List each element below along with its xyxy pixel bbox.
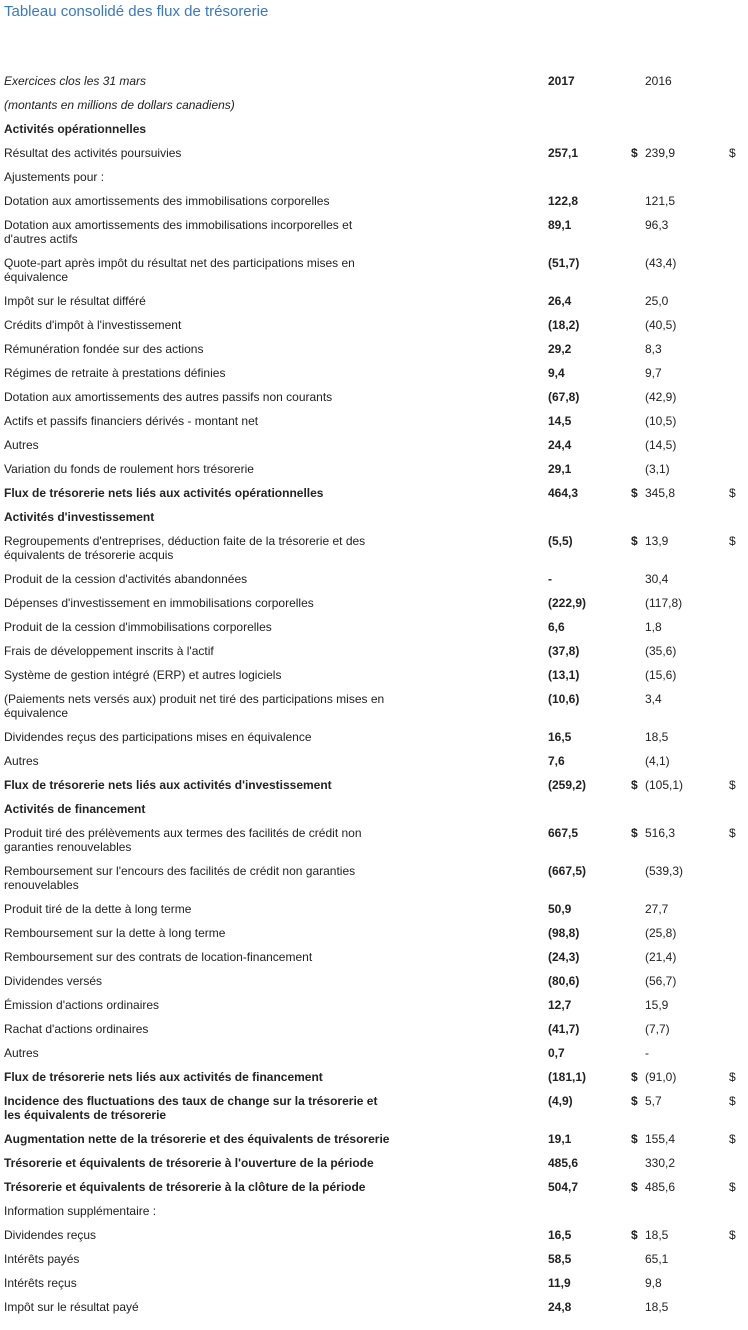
value-2016: (42,9): [645, 390, 677, 404]
value-2016: (3,1): [645, 462, 670, 476]
statement-row: [0, 826, 748, 864]
value-2017: 19,1: [548, 1132, 572, 1146]
value-2017: 257,1: [548, 146, 579, 160]
statement-row: [0, 802, 748, 826]
statement-row: [0, 170, 748, 194]
value-2016: (15,6): [645, 668, 677, 682]
value-2016: (14,5): [645, 438, 677, 452]
value-2016: 18,5: [645, 1228, 669, 1242]
row-label: Régimes de retraite à prestations définies: [4, 366, 226, 380]
currency-symbol-next-column: $: [729, 1228, 736, 1242]
value-2017: 24,4: [548, 438, 572, 452]
value-2016: (7,7): [645, 1022, 670, 1036]
value-2017: 16,5: [548, 1228, 572, 1242]
statement-row: [0, 122, 748, 146]
value-2017: 24,8: [548, 1300, 572, 1314]
row-label: Flux de trésorerie nets liés aux activités de financement: [4, 1070, 323, 1084]
currency-symbol-2017: $: [631, 1132, 638, 1146]
row-label: Dividendes versés: [4, 974, 103, 988]
row-label: Remboursement sur la dette à long terme: [4, 926, 226, 940]
row-label: Rachat d'actions ordinaires: [4, 1022, 149, 1036]
row-label: Variation du fonds de roulement hors trésorerie: [4, 462, 254, 476]
row-label: Produit de la cession d'immobilisations corporelles: [4, 620, 272, 634]
value-2017: 29,2: [548, 342, 572, 356]
value-2016: 239,9: [645, 146, 676, 160]
value-2016: 9,7: [645, 366, 662, 380]
statement-row: [0, 1180, 748, 1204]
statement-row: [0, 462, 748, 486]
statement-row: [0, 998, 748, 1022]
value-2017: 0,7: [548, 1046, 565, 1060]
statement-row: [0, 1046, 748, 1070]
value-2017: (37,8): [548, 644, 580, 658]
value-2016: 155,4: [645, 1132, 676, 1146]
statement-row: [0, 486, 748, 510]
value-2017: -: [548, 572, 552, 586]
row-label: Incidence des fluctuations des taux de change sur la trésorerie et les équivalents de trésorerie: [4, 1094, 378, 1122]
statement-row: [0, 644, 748, 668]
statement-row: [0, 1094, 748, 1132]
row-label: Regroupements d'entreprises, déduction faite de la trésorerie et des équivalents de trésorerie acquis: [4, 534, 366, 562]
value-2017: 11,9: [548, 1276, 571, 1290]
currency-symbol-2017: $: [631, 534, 638, 548]
currency-symbol-next-column: $: [729, 1070, 736, 1084]
statement-row: [0, 950, 748, 974]
value-2016: (40,5): [645, 318, 677, 332]
value-2016: 3,4: [645, 692, 662, 706]
row-label: Dépenses d'investissement en immobilisations corporelles: [4, 596, 314, 610]
page-title: Tableau consolidé des flux de trésorerie: [4, 3, 269, 20]
value-2016: 8,3: [645, 342, 662, 356]
row-label: Système de gestion intégré (ERP) et autres logiciels: [4, 668, 282, 682]
currency-symbol-2017: $: [631, 1180, 638, 1194]
value-2016: 485,6: [645, 1180, 676, 1194]
value-2016: (4,1): [645, 754, 670, 768]
header-row: [0, 74, 748, 98]
value-2016: 30,4: [645, 572, 669, 586]
value-2017: 7,6: [548, 754, 565, 768]
value-2016: 516,3: [645, 826, 676, 840]
value-2017: (18,2): [548, 318, 580, 332]
value-2017: 485,6: [548, 1156, 579, 1170]
value-2016: -: [645, 1046, 649, 1060]
currency-symbol-next-column: $: [729, 1132, 736, 1146]
row-label: Ajustements pour :: [4, 170, 105, 184]
row-label: Intérêts reçus: [4, 1276, 77, 1290]
value-2017: 16,5: [548, 730, 572, 744]
value-2016: 5,7: [645, 1094, 662, 1108]
column-header-2016: 2016: [645, 74, 672, 88]
value-2016: (43,4): [645, 256, 677, 270]
statement-row: [0, 390, 748, 414]
row-label: Activités opérationnelles: [4, 122, 147, 136]
value-2017: 6,6: [548, 620, 565, 634]
column-header-2017: 2017: [548, 74, 575, 88]
statement-row: [0, 730, 748, 754]
value-2017: 14,5: [548, 414, 572, 428]
value-2016: (25,8): [645, 926, 677, 940]
statement-row: [0, 668, 748, 692]
row-label: Impôt sur le résultat payé: [4, 1300, 139, 1314]
statement-row: [0, 754, 748, 778]
statement-row: [0, 1276, 748, 1300]
currency-symbol-2017: $: [631, 826, 638, 840]
statement-row: [0, 510, 748, 534]
statement-row: [0, 1156, 748, 1180]
row-label: Impôt sur le résultat différé: [4, 294, 146, 308]
row-label: Autres: [4, 1046, 39, 1060]
value-2017: (98,8): [548, 926, 580, 940]
statement-row: [0, 596, 748, 620]
value-2016: 18,5: [645, 1300, 669, 1314]
statement-row: [0, 926, 748, 950]
row-label: Information supplémentaire :: [4, 1204, 157, 1218]
statement-row: [0, 1132, 748, 1156]
statement-row: [0, 534, 748, 572]
value-2017: 12,7: [548, 998, 572, 1012]
value-2017: 29,1: [548, 462, 572, 476]
row-label: Produit de la cession d'activités abandonnées: [4, 572, 248, 586]
statement-row: [0, 438, 748, 462]
statement-row: [0, 146, 748, 170]
currency-symbol-next-column: $: [729, 1094, 736, 1108]
currency-symbol-next-column: $: [729, 146, 736, 160]
statement-row: [0, 366, 748, 390]
currency-symbol-2017: $: [631, 1070, 638, 1084]
value-2017: (5,5): [548, 534, 573, 548]
row-label: Actifs et passifs financiers dérivés - montant net: [4, 414, 259, 428]
row-label: Rémunération fondée sur des actions: [4, 342, 204, 356]
statement-row: [0, 620, 748, 644]
value-2017: (13,1): [548, 668, 580, 682]
currency-symbol-2017: $: [631, 1094, 638, 1108]
statement-row: [0, 1300, 748, 1324]
currency-symbol-2017: $: [631, 486, 638, 500]
value-2017: 504,7: [548, 1180, 579, 1194]
value-2017: (222,9): [548, 596, 587, 610]
statement-row: [0, 218, 748, 256]
statement-row: [0, 778, 748, 802]
statement-row: [0, 974, 748, 998]
row-label: Autres: [4, 754, 39, 768]
row-label: Émission d'actions ordinaires: [4, 998, 160, 1012]
row-label: Dividendes reçus: [4, 1228, 97, 1242]
row-label: Trésorerie et équivalents de trésorerie à la clôture de la période: [4, 1180, 366, 1194]
value-2017: 58,5: [548, 1252, 572, 1266]
value-2016: (539,3): [645, 864, 684, 878]
row-label: (Paiements nets versés aux) produit net tiré des participations mises en équivalence: [4, 692, 385, 720]
currency-symbol-next-column: $: [729, 826, 736, 840]
value-2017: (24,3): [548, 950, 580, 964]
statement-row: [0, 294, 748, 318]
value-2017: 50,9: [548, 902, 572, 916]
value-2017: (667,5): [548, 864, 587, 878]
currency-symbol-next-column: $: [729, 1180, 736, 1194]
row-label: Produit tiré de la dette à long terme: [4, 902, 192, 916]
value-2016: 9,8: [645, 1276, 662, 1290]
statement-row: [0, 1228, 748, 1252]
row-label: Produit tiré des prélèvements aux termes des facilités de crédit non garanties renouvelables: [4, 826, 362, 854]
units-row: [0, 98, 748, 122]
currency-symbol-2017: $: [631, 146, 638, 160]
statement-rows: [0, 122, 748, 1324]
row-label: Activités de financement: [4, 802, 146, 816]
row-label: Intérêts payés: [4, 1252, 80, 1266]
value-2017: 464,3: [548, 486, 579, 500]
period-label: Exercices clos les 31 mars: [4, 74, 147, 88]
value-2016: (105,1): [645, 778, 684, 792]
row-label: Remboursement sur l'encours des facilités de crédit non garanties renouvelables: [4, 864, 356, 892]
value-2016: 13,9: [645, 534, 669, 548]
currency-symbol-next-column: $: [729, 534, 736, 548]
statement-row: [0, 1022, 748, 1046]
value-2016: (91,0): [645, 1070, 677, 1084]
value-2016: 345,8: [645, 486, 676, 500]
statement-row: [0, 414, 748, 438]
statement-row: [0, 1070, 748, 1094]
statement-row: [0, 1252, 748, 1276]
row-label: Activités d'investissement: [4, 510, 155, 524]
row-label: Dividendes reçus des participations mises en équivalence: [4, 730, 312, 744]
currency-symbol-next-column: $: [729, 486, 736, 500]
value-2017: (80,6): [548, 974, 580, 988]
statement-row: [0, 1204, 748, 1228]
row-label: Dotation aux amortissements des autres passifs non courants: [4, 390, 333, 404]
row-label: Flux de trésorerie nets liés aux activités opérationnelles: [4, 486, 324, 500]
value-2016: 25,0: [645, 294, 669, 308]
row-label: Crédits d'impôt à l'investissement: [4, 318, 182, 332]
value-2017: 89,1: [548, 218, 572, 232]
row-label: Flux de trésorerie nets liés aux activités d'investissement: [4, 778, 332, 792]
statement-row: [0, 902, 748, 926]
value-2017: 122,8: [548, 194, 579, 208]
value-2017: (67,8): [548, 390, 580, 404]
value-2016: (117,8): [645, 596, 683, 610]
statement-row: [0, 864, 748, 902]
value-2017: (51,7): [548, 256, 580, 270]
statement-row: [0, 194, 748, 218]
statement-row: [0, 318, 748, 342]
row-label: Dotation aux amortissements des immobilisations corporelles: [4, 194, 330, 208]
currency-symbol-next-column: $: [729, 778, 736, 792]
value-2017: 9,4: [548, 366, 565, 380]
cash-flow-statement: [0, 74, 748, 1324]
value-2017: 667,5: [548, 826, 579, 840]
value-2016: (21,4): [645, 950, 677, 964]
currency-symbol-2017: $: [631, 1228, 638, 1242]
row-label: Frais de développement inscrits à l'actif: [4, 644, 214, 658]
value-2017: (259,2): [548, 778, 587, 792]
value-2016: 15,9: [645, 998, 669, 1012]
value-2017: (10,6): [548, 692, 580, 706]
value-2016: 65,1: [645, 1252, 669, 1266]
value-2016: 121,5: [645, 194, 676, 208]
row-label: Résultat des activités poursuivies: [4, 146, 182, 160]
value-2016: (56,7): [645, 974, 677, 988]
value-2016: (35,6): [645, 644, 677, 658]
statement-row: [0, 342, 748, 366]
row-label: Autres: [4, 438, 39, 452]
currency-symbol-2017: $: [631, 778, 638, 792]
row-label: Trésorerie et équivalents de trésorerie à l'ouverture de la période: [4, 1156, 374, 1170]
value-2016: 18,5: [645, 730, 669, 744]
statement-row: [0, 692, 748, 730]
value-2016: 1,8: [645, 620, 662, 634]
row-label: Remboursement sur des contrats de location-financement: [4, 950, 313, 964]
value-2017: 26,4: [548, 294, 572, 308]
statement-row: [0, 572, 748, 596]
statement-row: [0, 256, 748, 294]
value-2016: (10,5): [645, 414, 677, 428]
row-label: Augmentation nette de la trésorerie et des équivalents de trésorerie: [4, 1132, 390, 1146]
row-label: Dotation aux amortissements des immobilisations incorporelles et d'autres actifs: [4, 218, 353, 246]
units-label: (montants en millions de dollars canadiens): [4, 98, 235, 112]
value-2016: 330,2: [645, 1156, 676, 1170]
value-2017: (41,7): [548, 1022, 580, 1036]
value-2017: (181,1): [548, 1070, 587, 1084]
value-2017: (4,9): [548, 1094, 573, 1108]
value-2016: 27,7: [645, 902, 669, 916]
row-label: Quote-part après impôt du résultat net des participations mises en équivalence: [4, 256, 355, 284]
value-2016: 96,3: [645, 218, 669, 232]
